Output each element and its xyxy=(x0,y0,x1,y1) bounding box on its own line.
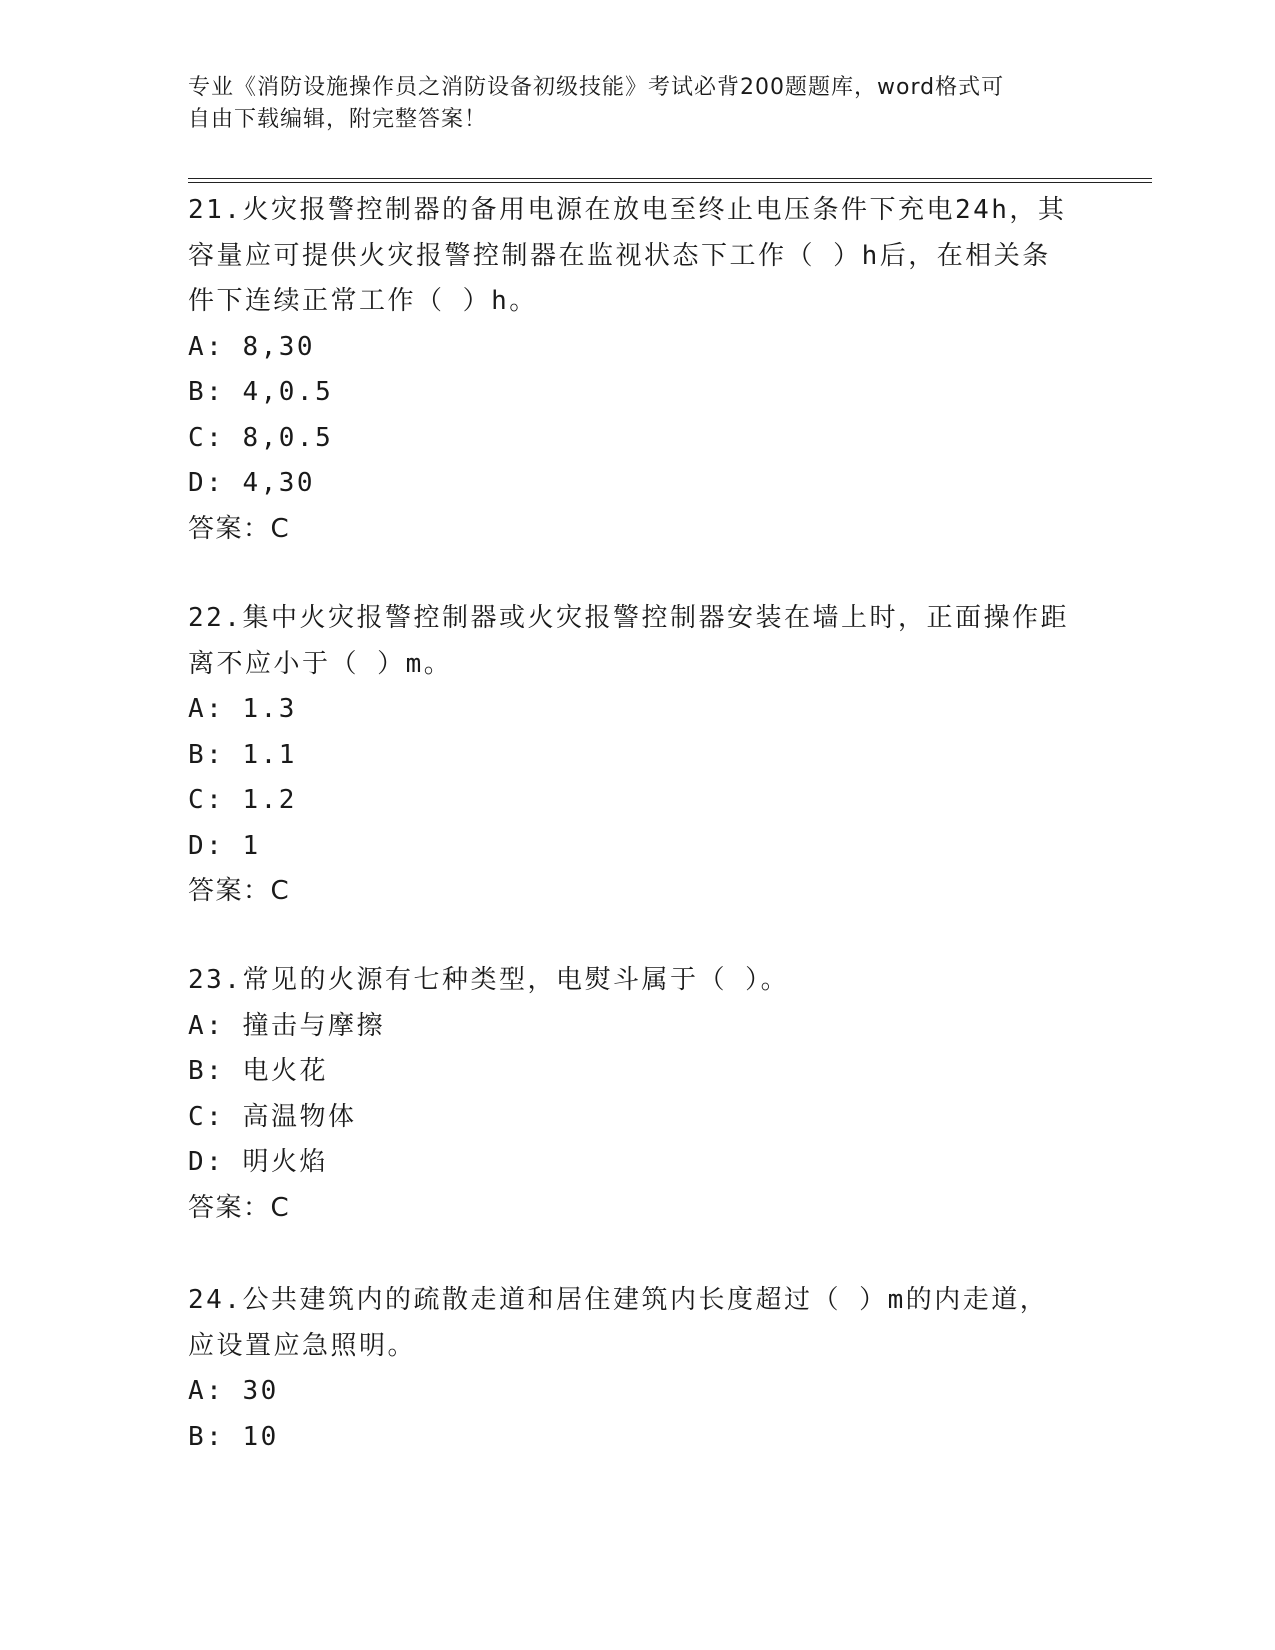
option-label: B: xyxy=(188,1056,225,1086)
option-text: 4,0.5 xyxy=(242,377,334,407)
option-b xyxy=(188,1415,1088,1461)
option-a xyxy=(188,325,1088,371)
option-b xyxy=(188,733,1088,779)
answer-line: 答案：C xyxy=(188,513,291,544)
option-label: C: xyxy=(188,785,225,815)
option-d xyxy=(188,461,1088,507)
option-text: 1.2 xyxy=(242,785,297,815)
option-text: 明火焰 xyxy=(242,1147,328,1177)
option-label: A: xyxy=(188,331,225,362)
option-label: D: xyxy=(188,830,225,861)
header-line-2: 自由下载编辑，附完整答案！ xyxy=(188,107,488,132)
question-text-line: 件下连续正常工作（ ）h。 xyxy=(188,286,538,316)
option-b xyxy=(188,370,1088,416)
option-c xyxy=(188,416,1088,462)
header-divider xyxy=(188,178,1152,183)
option-label: B: xyxy=(188,1421,225,1452)
question-text-line: 应设置应急照明。 xyxy=(188,1330,417,1361)
option-label: A: xyxy=(188,694,225,724)
option-label: D: xyxy=(188,468,225,498)
option-label: B: xyxy=(188,739,225,770)
option-text: 10 xyxy=(242,1421,279,1452)
option-label: A: xyxy=(188,1010,225,1041)
question-24 xyxy=(188,1278,1088,1460)
option-text: 1.1 xyxy=(242,739,297,770)
option-text: 1 xyxy=(242,830,261,861)
option-text: 8,0.5 xyxy=(242,422,334,453)
option-a xyxy=(188,1004,1088,1050)
option-text: 30 xyxy=(242,1376,279,1406)
option-text: 撞击与摩擦 xyxy=(242,1010,385,1041)
question-text-line: 21.火灾报警控制器的备用电源在放电至终止电压条件下充电24h，其 xyxy=(188,195,1067,225)
document-header xyxy=(188,72,1088,136)
answer-line: 答案：C xyxy=(188,876,291,906)
question-text-line: 23.常见的火源有七种类型，电熨斗属于（ ）。 xyxy=(188,965,790,995)
option-text: 电火花 xyxy=(242,1056,328,1086)
option-label: C: xyxy=(188,422,225,453)
option-label: D: xyxy=(188,1147,225,1177)
option-d xyxy=(188,1140,1088,1186)
option-text: 高温物体 xyxy=(242,1101,357,1132)
option-b xyxy=(188,1049,1088,1095)
question-text-line: 容量应可提供火灾报警控制器在监视状态下工作（ ）h后，在相关条 xyxy=(188,240,1051,271)
question-text-line: 24.公共建筑内的疏散走道和居住建筑内长度超过（ ）m的内走道， xyxy=(188,1285,1049,1315)
question-22 xyxy=(188,596,1088,915)
option-d xyxy=(188,824,1088,870)
header-line-1: 专业《消防设施操作员之消防设备初级技能》考试必背200题题库，word格式可 xyxy=(188,75,1005,100)
option-c xyxy=(188,778,1088,824)
option-a xyxy=(188,687,1088,733)
option-label: C: xyxy=(188,1101,225,1132)
option-label: B: xyxy=(188,377,225,407)
option-text: 8,30 xyxy=(242,331,316,362)
option-c xyxy=(188,1095,1088,1141)
option-text: 1.3 xyxy=(242,694,297,724)
question-text-line: 离不应小于（ ）m。 xyxy=(188,648,453,679)
answer-line: 答案：C xyxy=(188,1192,291,1223)
option-label: A: xyxy=(188,1376,225,1406)
option-a xyxy=(188,1369,1088,1415)
option-text: 4,30 xyxy=(242,468,316,498)
question-21 xyxy=(188,188,1088,552)
question-23 xyxy=(188,958,1088,1231)
question-text-line: 22.集中火灾报警控制器或火灾报警控制器安装在墙上时，正面操作距 xyxy=(188,603,1069,633)
